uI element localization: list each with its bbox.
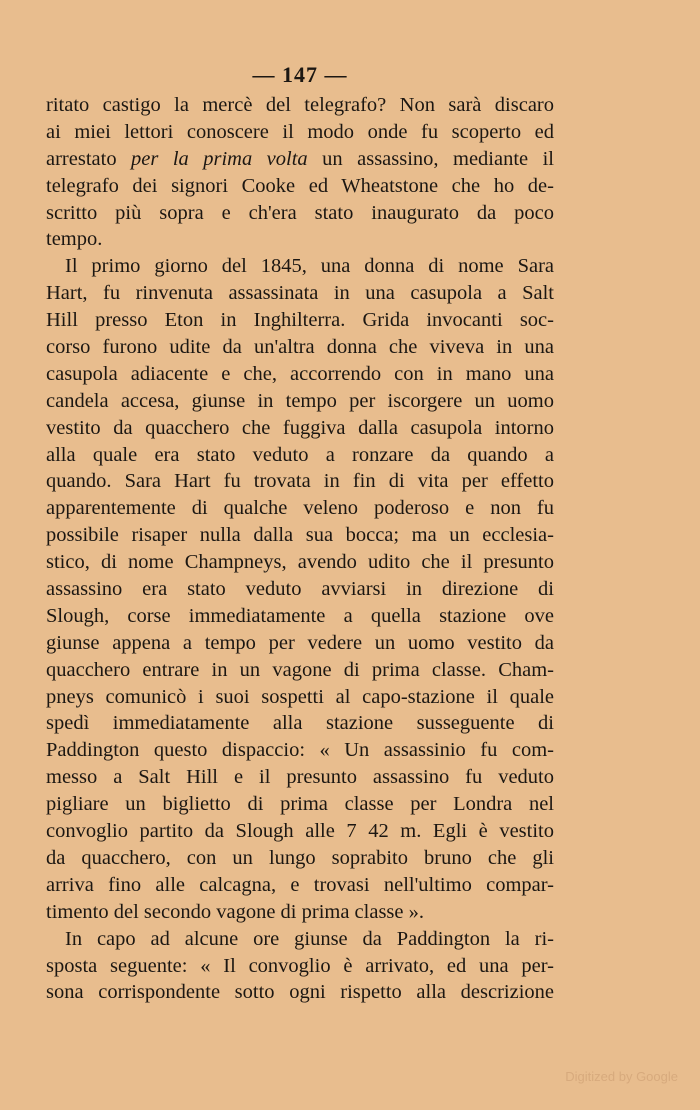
paragraph-start-line: In capo ad alcune ore giunse da Paddington la ri-: [65, 927, 554, 950]
paragraph-start-line: Il primo giorno del 1845, una donna di nome Sara: [65, 255, 554, 278]
text-line: convoglio partito da Slough alle 7 42 m. Egli è vestito: [46, 820, 554, 843]
text-line: assassino era stato veduto avviarsi in direzione di: [46, 578, 554, 601]
text-line: sona corrispondente sotto ogni rispetto alla descrizione: [46, 981, 554, 1004]
text-line: scritto più sopra e ch'era stato inaugurato da poco: [46, 201, 554, 224]
text-line: alla quale era stato veduto a ronzare da quando a: [46, 443, 554, 466]
text-line: timento del secondo vagone di prima classe ».: [46, 900, 425, 923]
digitization-watermark: Digitized by Google: [565, 1069, 678, 1084]
text-span: un assassino, mediante il: [307, 147, 554, 170]
text-line: quacchero entrare in un vagone di prima classe. Cham-: [46, 658, 554, 681]
text-line: pigliare un biglietto di prima classe per Londra nel: [46, 793, 554, 816]
text-line: sposta seguente: « Il convoglio è arrivato, ed una per-: [46, 954, 554, 977]
text-line: spedì immediatamente alla stazione susseguente di: [46, 712, 554, 735]
body-text: [46, 92, 554, 1006]
text-line: ai miei lettori conoscere il modo onde fu scoperto ed: [46, 120, 554, 143]
text-line: ritato castigo la mercè del telegrafo? Non sarà discaro: [46, 94, 554, 116]
text-line: candela accesa, giunse in tempo per iscorgere un uomo: [46, 389, 554, 412]
text-line: vestito da quacchero che fuggiva dalla casupola intorno: [46, 416, 554, 439]
text-line: [46, 146, 554, 173]
text-line: tempo.: [46, 228, 103, 251]
text-line: giunse appena a tempo per vedere un uomo vestito da: [46, 631, 554, 654]
italic-emphasis: per la prima volta: [131, 147, 308, 170]
text-line: pneys comunicò i suoi sospetti al capo-stazione il quale: [46, 685, 554, 708]
text-line: Slough, corse immediatamente a quella stazione ove: [46, 604, 554, 627]
text-line: da quacchero, con un lungo soprabito bruno che gli: [46, 846, 554, 869]
text-line: Paddington questo dispaccio: « Un assassinio fu com-: [46, 739, 554, 762]
page-number: — 147 —: [252, 62, 348, 87]
text-line: Hill presso Eton in Inghilterra. Grida invocanti soc-: [46, 309, 554, 332]
text-line: casupola adiacente e che, accorrendo con in mano una: [46, 362, 554, 385]
text-line: corso furono udite da un'altra donna che viveva in una: [46, 336, 554, 359]
text-line: telegrafo dei signori Cooke ed Wheatstone che ho de-: [46, 174, 554, 197]
text-line: arriva fino alle calcagna, e trovasi nell'ultimo compar-: [46, 873, 554, 896]
text-line: quando. Sara Hart fu trovata in fin di vita per effetto: [46, 470, 554, 493]
text-line: apparentemente di qualche veleno poderoso e non fu: [46, 497, 554, 520]
text-line: stico, di nome Champneys, avendo udito che il presunto: [46, 551, 554, 574]
text-line: possibile risaper nulla dalla sua bocca; ma un ecclesia-: [46, 524, 554, 547]
text-line: Hart, fu rinvenuta assassinata in una casupola a Salt: [46, 282, 554, 305]
text-line: messo a Salt Hill e il presunto assassino fu veduto: [46, 766, 554, 789]
text-span: arrestato: [46, 147, 132, 170]
